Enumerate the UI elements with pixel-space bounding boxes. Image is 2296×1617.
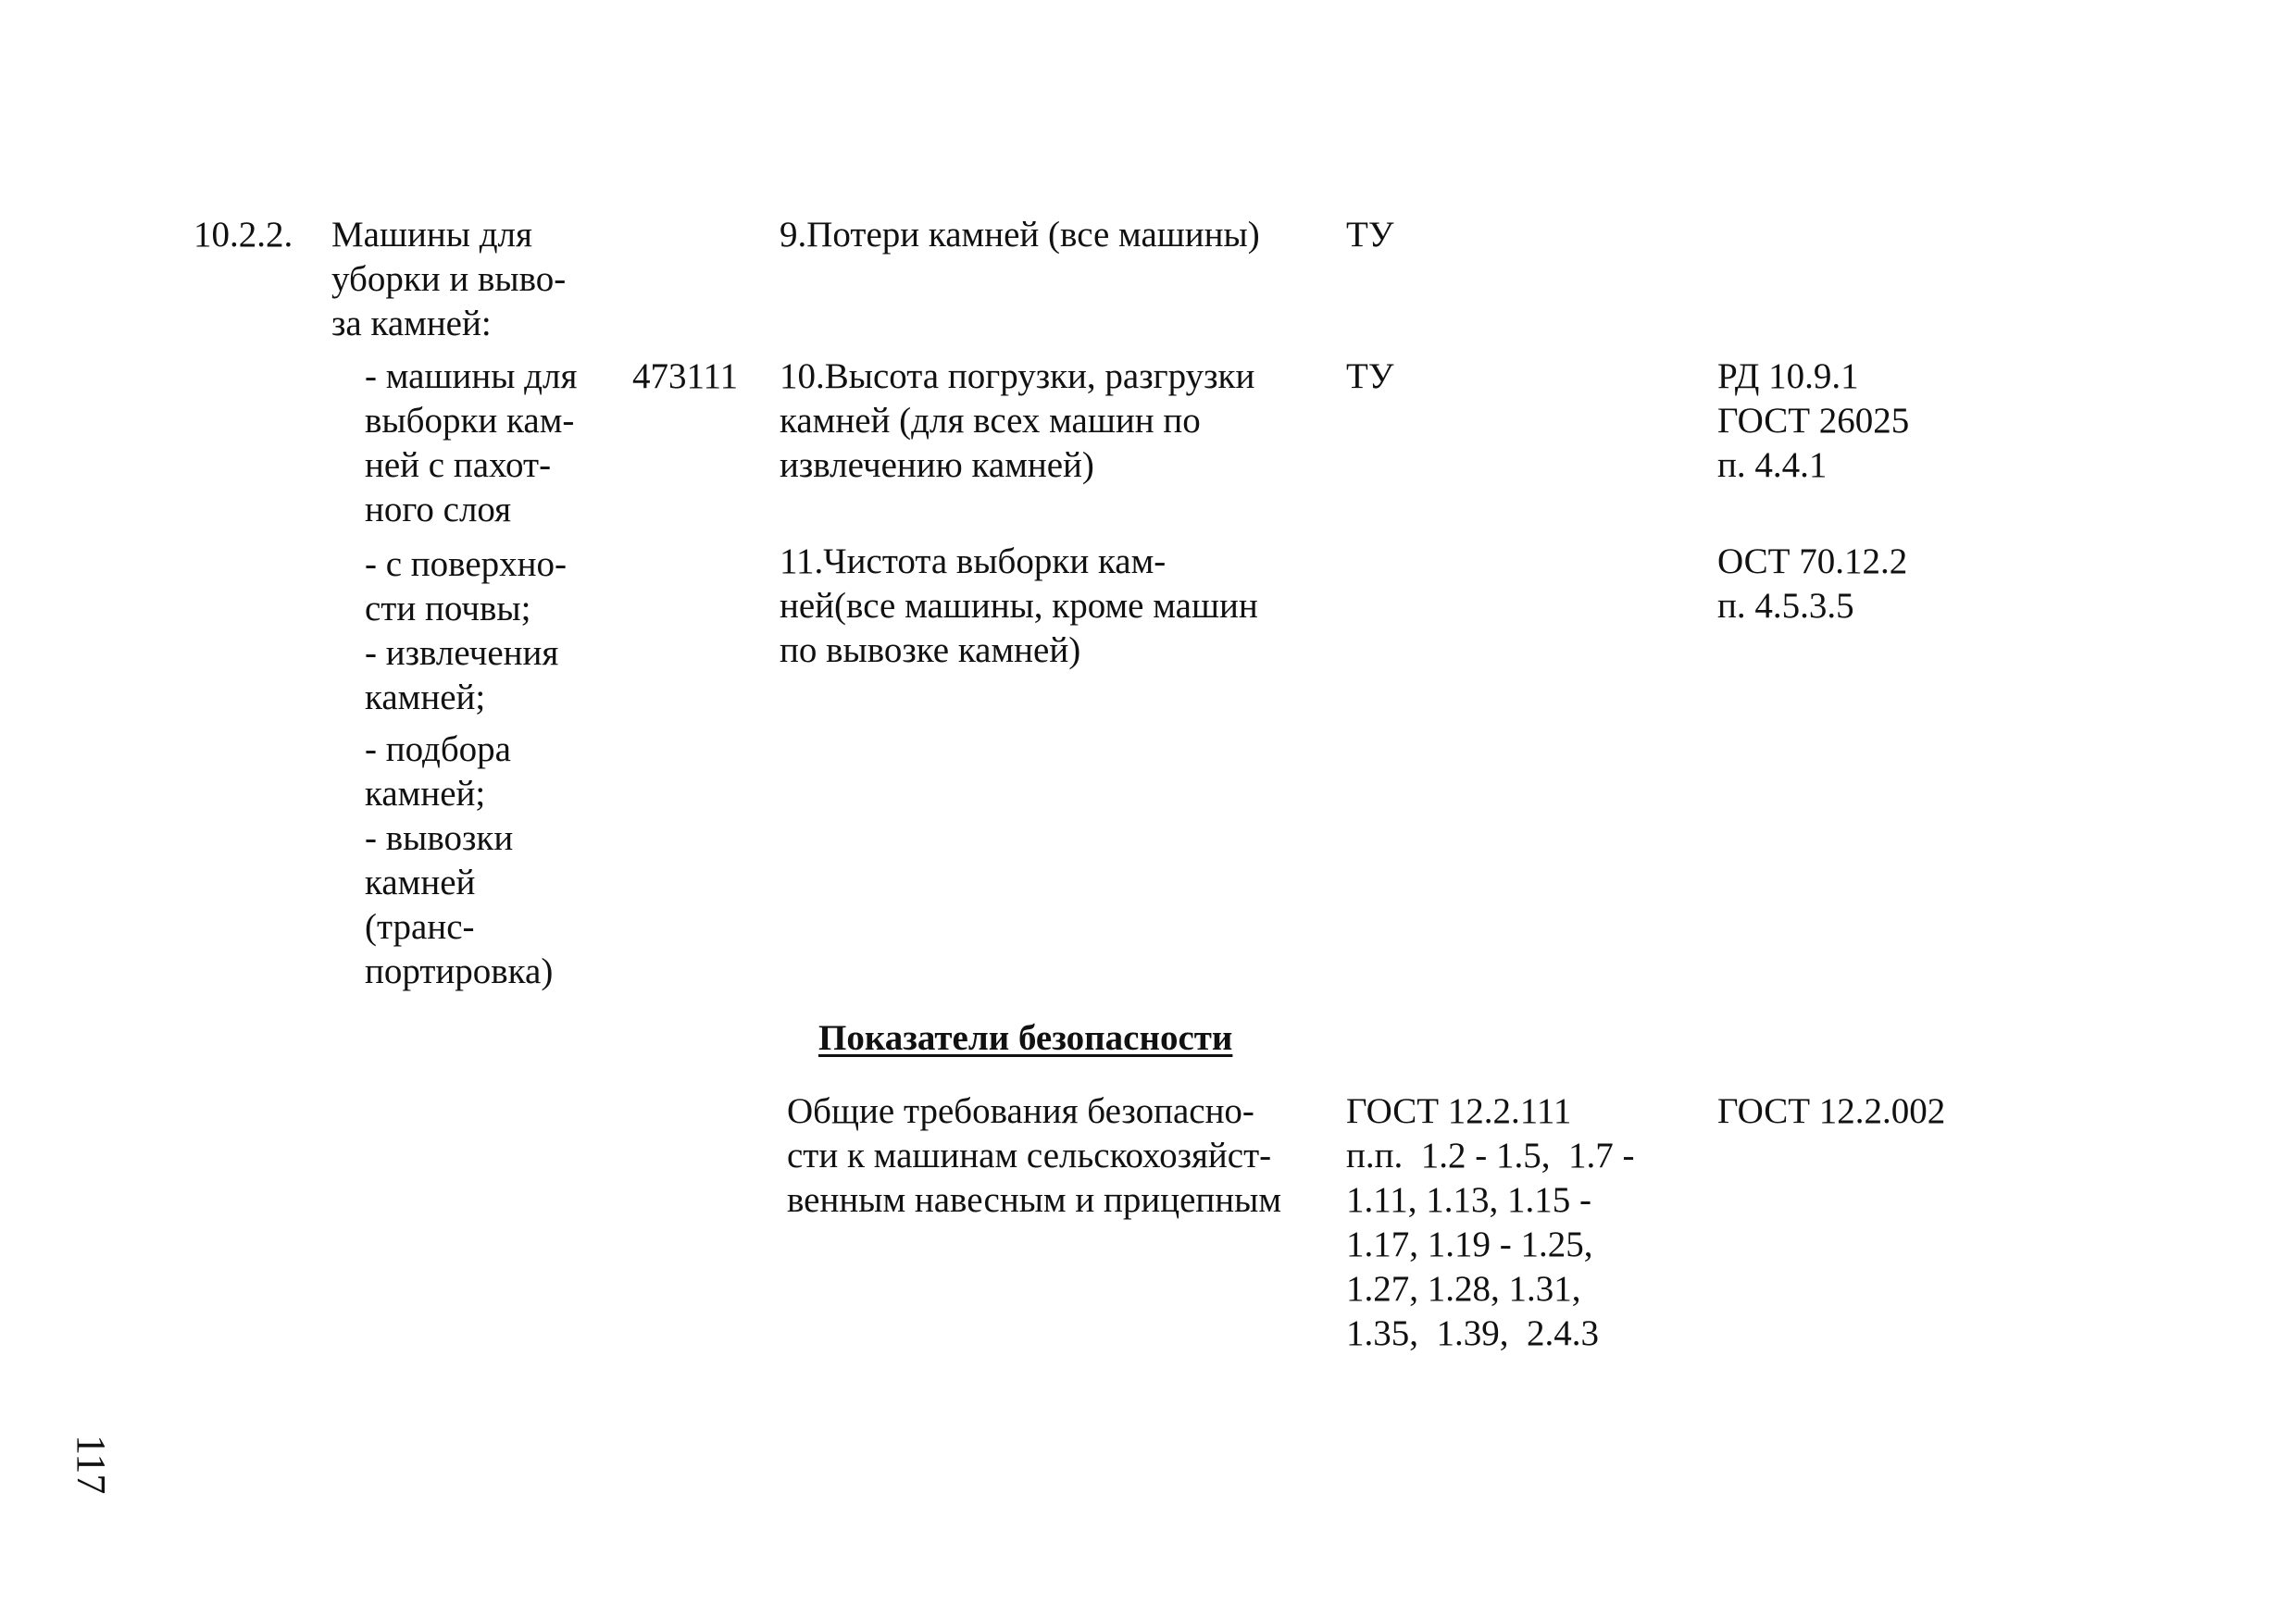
indicator-doc: ТУ — [1346, 215, 1394, 255]
indicator-doc: ТУ — [1346, 356, 1394, 396]
page-number: 117 — [68, 1435, 114, 1495]
machine-type-list-item: - машины для выборки кам- ней с пахот- ного слоя — [365, 356, 578, 529]
safety-heading: Показатели безопасности — [818, 1018, 1233, 1058]
indicator-method: РД 10.9.1 ГОСТ 26025 п. 4.4.1 — [1717, 356, 1910, 485]
indicator-method: ОСТ 70.12.2 п. 4.5.3.5 — [1717, 541, 1908, 626]
machine-type-list-item: - с поверхно- сти почвы; - извлечения камней; — [365, 544, 568, 717]
indicator-text: 9.Потери камней (все машины) — [780, 215, 1260, 255]
indicator-text: 11.Чистота выборки кам- ней(все машины, кроме машин по вывозке камней) — [780, 541, 1258, 670]
safety-text: Общие требования безопасно- сти к машинам сельскохозяйст- венным навесным и прицепным — [787, 1091, 1282, 1220]
product-code: 473111 — [632, 356, 739, 396]
section-title: Машины для уборки и выво- за камней: — [331, 215, 567, 343]
safety-method: ГОСТ 12.2.002 — [1717, 1091, 1946, 1131]
machine-type-list-item: - подбора камней; - вывозки камней (транс- портировка) — [365, 729, 554, 991]
safety-doc: ГОСТ 12.2.111 п.п. 1.2 - 1.5, 1.7 - 1.11, 1.13, 1.15 - 1.17, 1.19 - 1.25, 1.27, 1.28, 1.31, 1.35, 1.39, 2.4.3 — [1346, 1091, 1635, 1353]
section-number: 10.2.2. — [193, 215, 293, 255]
indicator-text: 10.Высота погрузки, разгрузки камней (для всех машин по извлечению камней) — [780, 356, 1255, 485]
